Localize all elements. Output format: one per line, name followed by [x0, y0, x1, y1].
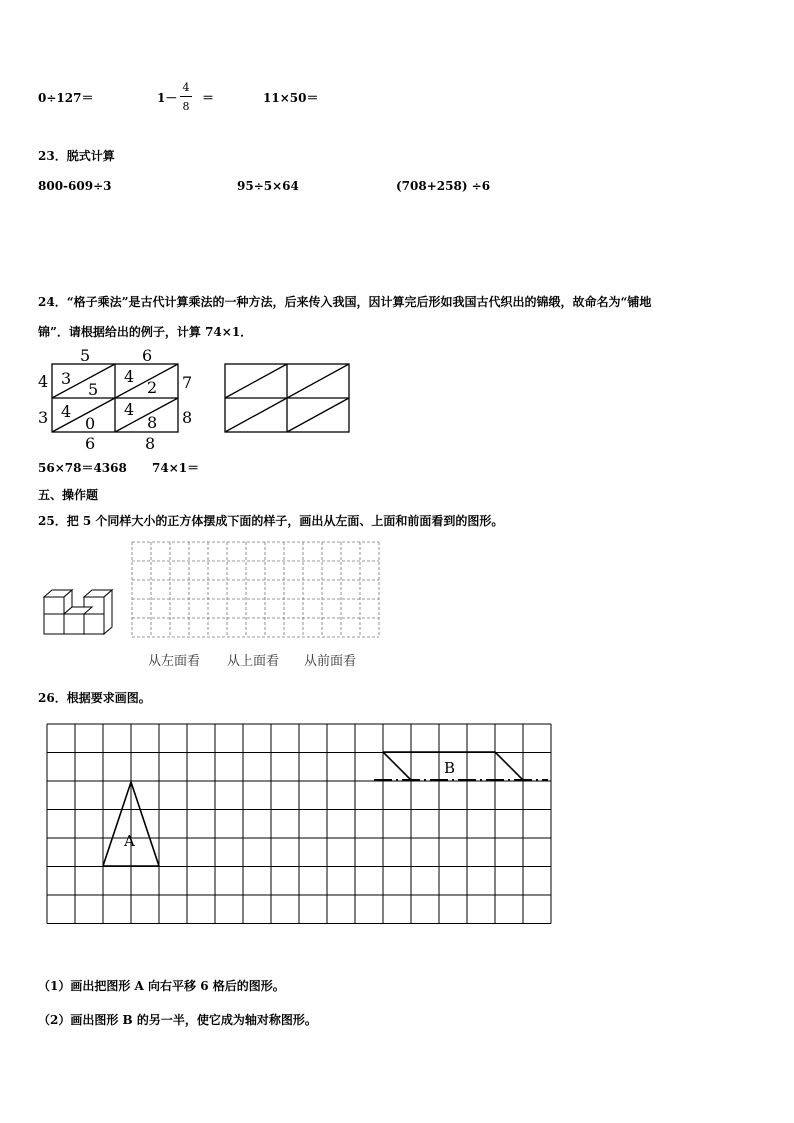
- fraction-numerator: 4: [182, 81, 190, 94]
- view-label-front: 从前面看: [304, 654, 357, 669]
- section-title: 五、操作题: [38, 488, 99, 502]
- expr-one-minus: 1－: [157, 91, 178, 105]
- lattice-top-digit: 5: [80, 346, 91, 365]
- lattice-example: [30, 345, 200, 455]
- expr-eleven-times: 11×50＝: [263, 91, 319, 105]
- fraction-denominator: 8: [182, 100, 190, 113]
- lattice-cell-ones: 0: [85, 414, 96, 433]
- cube-arrangement: [42, 589, 122, 639]
- lattice-right-digit: 8: [182, 408, 193, 427]
- lattice-cell-tens: 3: [61, 369, 72, 388]
- shape-a-label: A: [124, 832, 135, 850]
- lattice-bottom-digit: 8: [145, 434, 156, 453]
- lattice-cell-tens: 4: [61, 402, 72, 421]
- q23-expr2: 95÷5×64: [237, 179, 299, 193]
- lattice-top-digit: 6: [142, 346, 153, 365]
- expr-equals: ＝: [202, 91, 215, 105]
- lattice-left-digit: 3: [38, 408, 49, 427]
- view-label-left: 从左面看: [148, 654, 201, 669]
- lattice-cell-tens: 4: [124, 400, 135, 419]
- dashed-grid-views[interactable]: [131, 541, 381, 638]
- q23-expr1: 800-609÷3: [38, 179, 112, 193]
- drawing-grid[interactable]: [46, 723, 552, 925]
- q26-title: 26．根据要求画图。: [38, 691, 151, 705]
- view-label-top: 从上面看: [227, 654, 280, 669]
- lattice-blank[interactable]: [224, 363, 354, 435]
- fraction-bar: [180, 96, 192, 97]
- q26-item2: （2）画出图形 B 的另一半，使它成为轴对称图形。: [38, 1013, 317, 1027]
- q23-expr3: (708+258) ÷6: [396, 179, 491, 193]
- lattice-left-digit: 4: [38, 372, 49, 391]
- q24-line1: 24．“格子乘法”是古代计算乘法的一种方法，后来传入我国，因计算完后形如我国古代织出的锦缎，故命名为“铺地: [38, 295, 652, 309]
- q25-title: 25．把 5 个同样大小的正方体摆成下面的样子，画出从左面、上面和前面看到的图形。: [38, 514, 504, 528]
- q23-title: 23．脱式计算: [38, 149, 115, 163]
- lattice-bottom-digit: 6: [85, 434, 96, 453]
- lattice-right-digit: 7: [182, 373, 193, 392]
- lattice-cell-ones: 8: [147, 413, 158, 432]
- lattice-cell-ones: 2: [147, 378, 158, 397]
- lattice-caption-answer: 74×1＝: [152, 461, 200, 475]
- expr-zero-div: 0÷127＝: [38, 91, 94, 105]
- lattice-caption-example: 56×78＝4368: [38, 461, 127, 475]
- lattice-cell-tens: 4: [124, 367, 135, 386]
- q24-line2: 锦”．请根据给出的例子，计算 74×1．: [38, 325, 253, 339]
- shape-b-label: B: [444, 759, 456, 777]
- q26-item1: （1）画出把图形 A 向右平移 6 格后的图形。: [38, 979, 285, 993]
- lattice-cell-ones: 5: [88, 380, 99, 399]
